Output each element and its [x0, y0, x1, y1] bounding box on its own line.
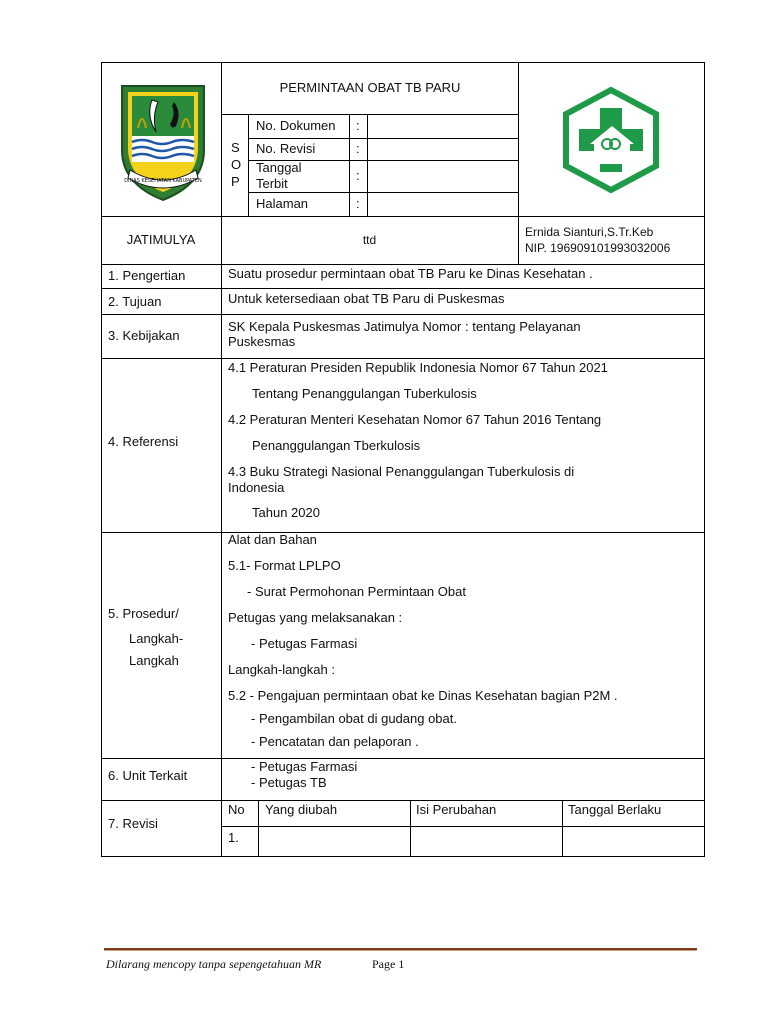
referensi-line-2: Tentang Penanggulangan Tuberkulosis — [252, 386, 477, 401]
section-pengertian-text: Suatu prosedur permintaan obat TB Paru ke Dinas Kesehatan . — [228, 266, 593, 281]
regional-crest-logo — [112, 80, 214, 204]
referensi-line-3: 4.2 Peraturan Menteri Kesehatan Nomor 67 Tahun 2016 Tentang — [228, 412, 602, 427]
revisi-header-changed: Yang diubah — [265, 802, 338, 817]
section-kebijakan-label: 3. Kebijakan — [108, 328, 180, 343]
referensi-line-4: Penanggulangan Tberkulosis — [252, 438, 421, 453]
signer-name: Ernida Sianturi,S.Tr.Keb — [525, 225, 654, 239]
referensi-line-6: Indonesia — [228, 480, 285, 495]
revision-number-label: No. Revisi — [256, 141, 316, 156]
section-tujuan-label: 2. Tujuan — [108, 294, 162, 309]
page-count-sep: : — [356, 196, 360, 211]
sop-letter-p: P — [231, 174, 240, 189]
footer-page-number: Page 1 — [372, 957, 405, 971]
unit-line-2: - Petugas TB — [251, 775, 327, 790]
prosedur-line-7: 5.2 - Pengajuan permintaan obat ke Dinas Kesehatan bagian P2M . — [228, 688, 618, 703]
section-unit-label: 6. Unit Terkait — [108, 768, 188, 783]
page-count-label: Halaman — [256, 196, 309, 211]
section-kebijakan-line1: SK Kepala Puskesmas Jatimulya Nomor : tentang Pelayanan — [228, 319, 581, 334]
doc-number-label: No. Dokumen — [256, 118, 336, 133]
section-prosedur-label-3: Langkah — [129, 653, 179, 668]
referensi-line-7: Tahun 2020 — [252, 505, 320, 520]
revisi-header-date: Tanggal Berlaku — [568, 802, 662, 817]
puskesmas-logo — [560, 86, 662, 194]
revisi-row-1-no: 1. — [228, 830, 239, 845]
prosedur-line-4: Petugas yang melaksanakan : — [228, 610, 403, 625]
issue-date-label-1: Tanggal — [256, 160, 302, 175]
footer-rule — [104, 948, 697, 951]
unit-line-1: - Petugas Farmasi — [251, 759, 358, 774]
section-prosedur-label-1: 5. Prosedur/ — [108, 606, 179, 621]
footer-text: Dilarang mencopy tanpa sepengetahuan MR — [106, 957, 322, 971]
document-title: PERMINTAAN OBAT TB PARU — [279, 80, 461, 95]
prosedur-line-9: - Pencatatan dan pelaporan . — [251, 734, 419, 749]
prosedur-line-8: - Pengambilan obat di gudang obat. — [251, 711, 457, 726]
prosedur-line-1: Alat dan Bahan — [228, 532, 317, 547]
signature-label: ttd — [362, 233, 377, 247]
issue-date-sep: : — [356, 168, 360, 183]
prosedur-line-5: - Petugas Farmasi — [251, 636, 358, 651]
prosedur-line-6: Langkah-langkah : — [228, 662, 335, 677]
section-referensi-label: 4. Referensi — [108, 434, 179, 449]
sop-letter-o: O — [231, 157, 242, 172]
revision-number-sep: : — [356, 141, 360, 156]
prosedur-line-2: 5.1- Format LPLPO — [228, 558, 341, 573]
sop-letter-s: S — [231, 140, 240, 155]
section-pengertian-label: 1. Pengertian — [108, 268, 186, 283]
revisi-header-content: Isi Perubahan — [416, 802, 497, 817]
section-prosedur-label-2: Langkah- — [129, 631, 184, 646]
crest-ribbon-text: DINAS KESEHATAN KABUPATEN — [124, 178, 202, 184]
referensi-line-5: 4.3 Buku Strategi Nasional Penanggulangan Tuberkulosis di — [228, 464, 575, 479]
location-label: JATIMULYA — [126, 232, 196, 247]
doc-number-sep: : — [356, 118, 360, 133]
section-revisi-label: 7. Revisi — [108, 816, 158, 831]
revisi-header-no: No — [228, 802, 245, 817]
section-kebijakan-line2: Puskesmas — [228, 334, 296, 349]
signer-nip: NIP. 196909101993032006 — [525, 241, 671, 255]
issue-date-label-2: Terbit — [256, 176, 288, 191]
referensi-line-1: 4.1 Peraturan Presiden Republik Indonesia Nomor 67 Tahun 2021 — [228, 360, 608, 375]
section-tujuan-text: Untuk ketersediaan obat TB Paru di Puskesmas — [228, 291, 505, 306]
prosedur-line-3: - Surat Permohonan Permintaan Obat — [247, 584, 466, 599]
